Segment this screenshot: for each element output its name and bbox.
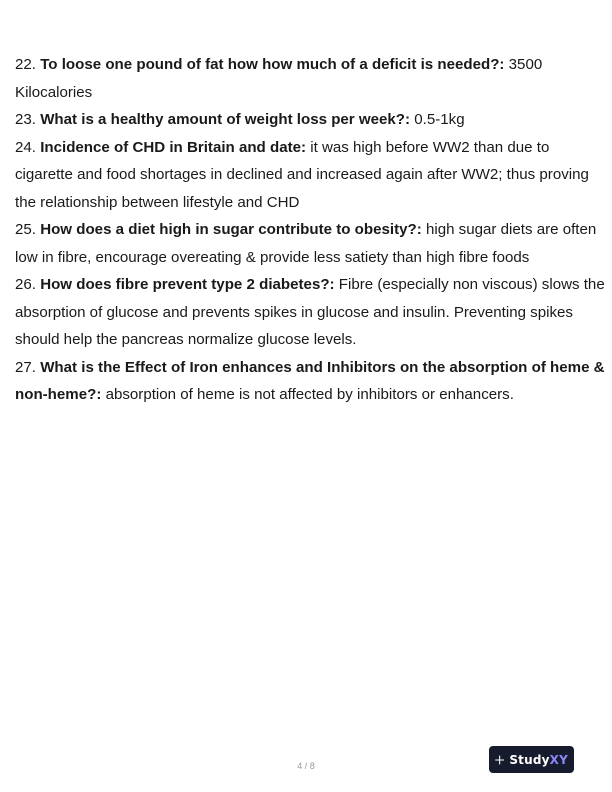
answer-text: 3500 Kilocalories	[15, 56, 543, 101]
item-number: 23.	[15, 111, 36, 128]
question-text: How does a diet high in sugar contribute to obesity?:	[40, 221, 422, 238]
logo-text-accent: XY	[549, 752, 568, 767]
answer-text: absorption of heme is not affected by inhibitors or enhancers.	[105, 386, 514, 403]
item-number: 26.	[15, 276, 36, 293]
question-text: Incidence of CHD in Britain and date:	[40, 138, 307, 156]
item-number: 24.	[15, 138, 36, 156]
answer-text: 0.5-1kg	[414, 111, 465, 128]
answer-text: high sugar diets are often low in fibre, encourage overeating & provide less satiety than high fibre foods	[15, 221, 597, 266]
answer-text: it was high before WW2 than due to cigarette and food shortages in declined and increased again after WW2; thus proving the relationship between lifestyle and CHD	[15, 138, 589, 211]
question-text: How does fibre prevent type 2 diabetes?:	[40, 276, 335, 293]
qa-item-23	[15, 106, 605, 134]
logo-text	[509, 753, 568, 767]
logo-text-main: Study	[509, 752, 550, 767]
question-text: What is the Effect of Iron enhances and Inhibitors on the absorption of heme & non-heme?:	[15, 358, 605, 403]
answer-text: Fibre (especially non viscous) slows the absorption of glucose and prevents spikes in glucose and insulin. Preventing spikes should help the pancreas normalize glucose levels.	[15, 276, 605, 348]
question-text: To loose one pound of fat how how much of a deficit is needed?:	[40, 56, 505, 73]
item-number: 27.	[15, 358, 36, 376]
item-number: 25.	[15, 221, 36, 238]
qa-item-22	[15, 51, 605, 106]
qa-item-24	[15, 134, 605, 217]
studyxy-logo	[489, 746, 574, 773]
page-indicator: 4 / 8	[297, 761, 315, 771]
item-number: 22.	[15, 56, 36, 73]
qa-item-26	[15, 271, 605, 354]
qa-list	[15, 51, 605, 409]
plus-icon	[495, 753, 504, 767]
qa-item-25	[15, 216, 605, 271]
question-text: What is a healthy amount of weight loss per week?:	[40, 111, 411, 128]
qa-item-27	[15, 354, 605, 409]
